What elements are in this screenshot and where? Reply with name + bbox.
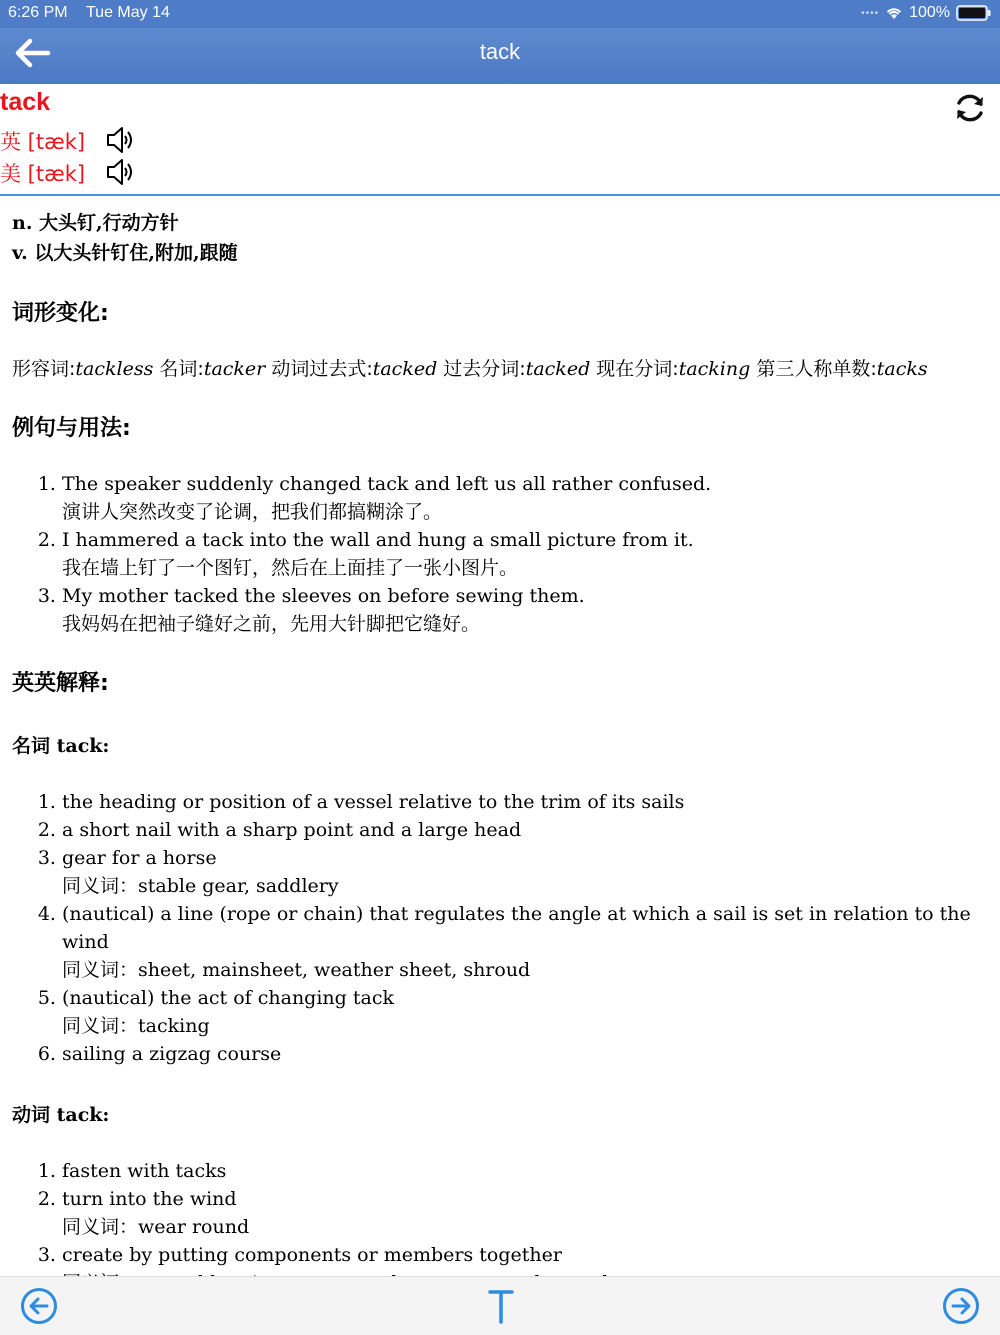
status-right (861, 4, 992, 22)
sense-item: 1. the heading or position of a vessel relative to the trim of its sails (62, 788, 988, 816)
navigation-bar (0, 28, 1000, 84)
sense-item: 2. a short nail with a sharp point and a large head (62, 816, 988, 844)
us-speaker-icon[interactable] (104, 156, 136, 188)
form-label: 动词过去式: (271, 358, 373, 380)
form-value: tackless (75, 358, 154, 380)
example-item: 2. I hammered a tack into the wall and hung a small picture from it. 我在墙上钉了一个图钉，然后在上面挂了一张小图片。 (62, 526, 988, 582)
form-value: tacked (372, 358, 438, 380)
verb-heading: 动词 tack: (12, 1104, 110, 1126)
example-item: 3. My mother tacked the sleeves on before sewing them. 我妈妈在把袖子缝好之前，先用大针脚把它缝好。 (62, 582, 988, 638)
sense-item: 4. (nautical) a line (rope or chain) that regulates the angle at which a sail is set in relation to the wind 同义词：sheet, mainsheet, weather sheet, shroud (62, 900, 988, 984)
sense-item: 3. create by putting components or members together (62, 1241, 988, 1297)
page-title: tack (479, 39, 521, 64)
status-time: 6:26 PM (8, 4, 68, 21)
bottom-toolbar (0, 1276, 1000, 1335)
signal-dots-icon: •••• (861, 7, 880, 19)
definition-noun: n. 大头钉,行动方针 (12, 212, 179, 234)
form-value: tacks (876, 358, 928, 380)
sense-item: 5. (nautical) the act of changing tack 同义词：tacking (62, 984, 988, 1040)
definition-verb: v. 以大头针钉住,附加,跟随 (12, 242, 238, 264)
sense-item: 6. sailing a zigzag course (62, 1040, 988, 1068)
form-label: 名词: (159, 358, 204, 380)
sense-item: 2. turn into the wind 同义词：wear round (62, 1185, 988, 1241)
status-date: Tue May 14 (86, 4, 170, 21)
forms-title: 词形变化: (12, 301, 109, 326)
form-label: 第三人称单数: (756, 358, 877, 380)
refresh-icon[interactable] (952, 90, 988, 126)
battery-icon (956, 5, 992, 21)
uk-speaker-icon[interactable] (104, 124, 136, 156)
status-bar (0, 0, 1000, 28)
form-label: 现在分词: (596, 358, 679, 380)
headword: tack (0, 88, 51, 116)
noun-senses-list (12, 788, 988, 1068)
uk-pronunciation: 英 [tæk] (0, 130, 86, 154)
font-size-icon[interactable] (482, 1287, 520, 1325)
previous-arrow-icon[interactable] (20, 1287, 58, 1325)
us-pronunciation: 美 [tæk] (0, 162, 86, 186)
form-value: tacked (525, 358, 591, 380)
wifi-icon (885, 6, 903, 20)
sense-item: 3. gear for a horse 同义词：stable gear, saddlery (62, 844, 988, 900)
examples-title: 例句与用法: (12, 416, 131, 441)
sense-item: 1. fasten with tacks (62, 1157, 988, 1185)
word-header (0, 84, 1000, 196)
next-arrow-icon[interactable] (942, 1287, 980, 1325)
examples-list (12, 470, 988, 638)
battery-percent: 100% (909, 4, 950, 21)
form-label: 形容词: (12, 358, 76, 380)
form-label: 过去分词: (443, 358, 526, 380)
form-value: tacker (203, 358, 266, 380)
form-value: tacking (678, 358, 751, 380)
english-title: 英英解释: (12, 671, 109, 696)
example-item: 1. The speaker suddenly changed tack and left us all rather confused. 演讲人突然改变了论调，把我们都搞糊涂了。 (62, 470, 988, 526)
word-forms (12, 355, 988, 383)
noun-heading: 名词 tack: (12, 735, 110, 757)
definition-content[interactable] (0, 196, 1000, 1276)
